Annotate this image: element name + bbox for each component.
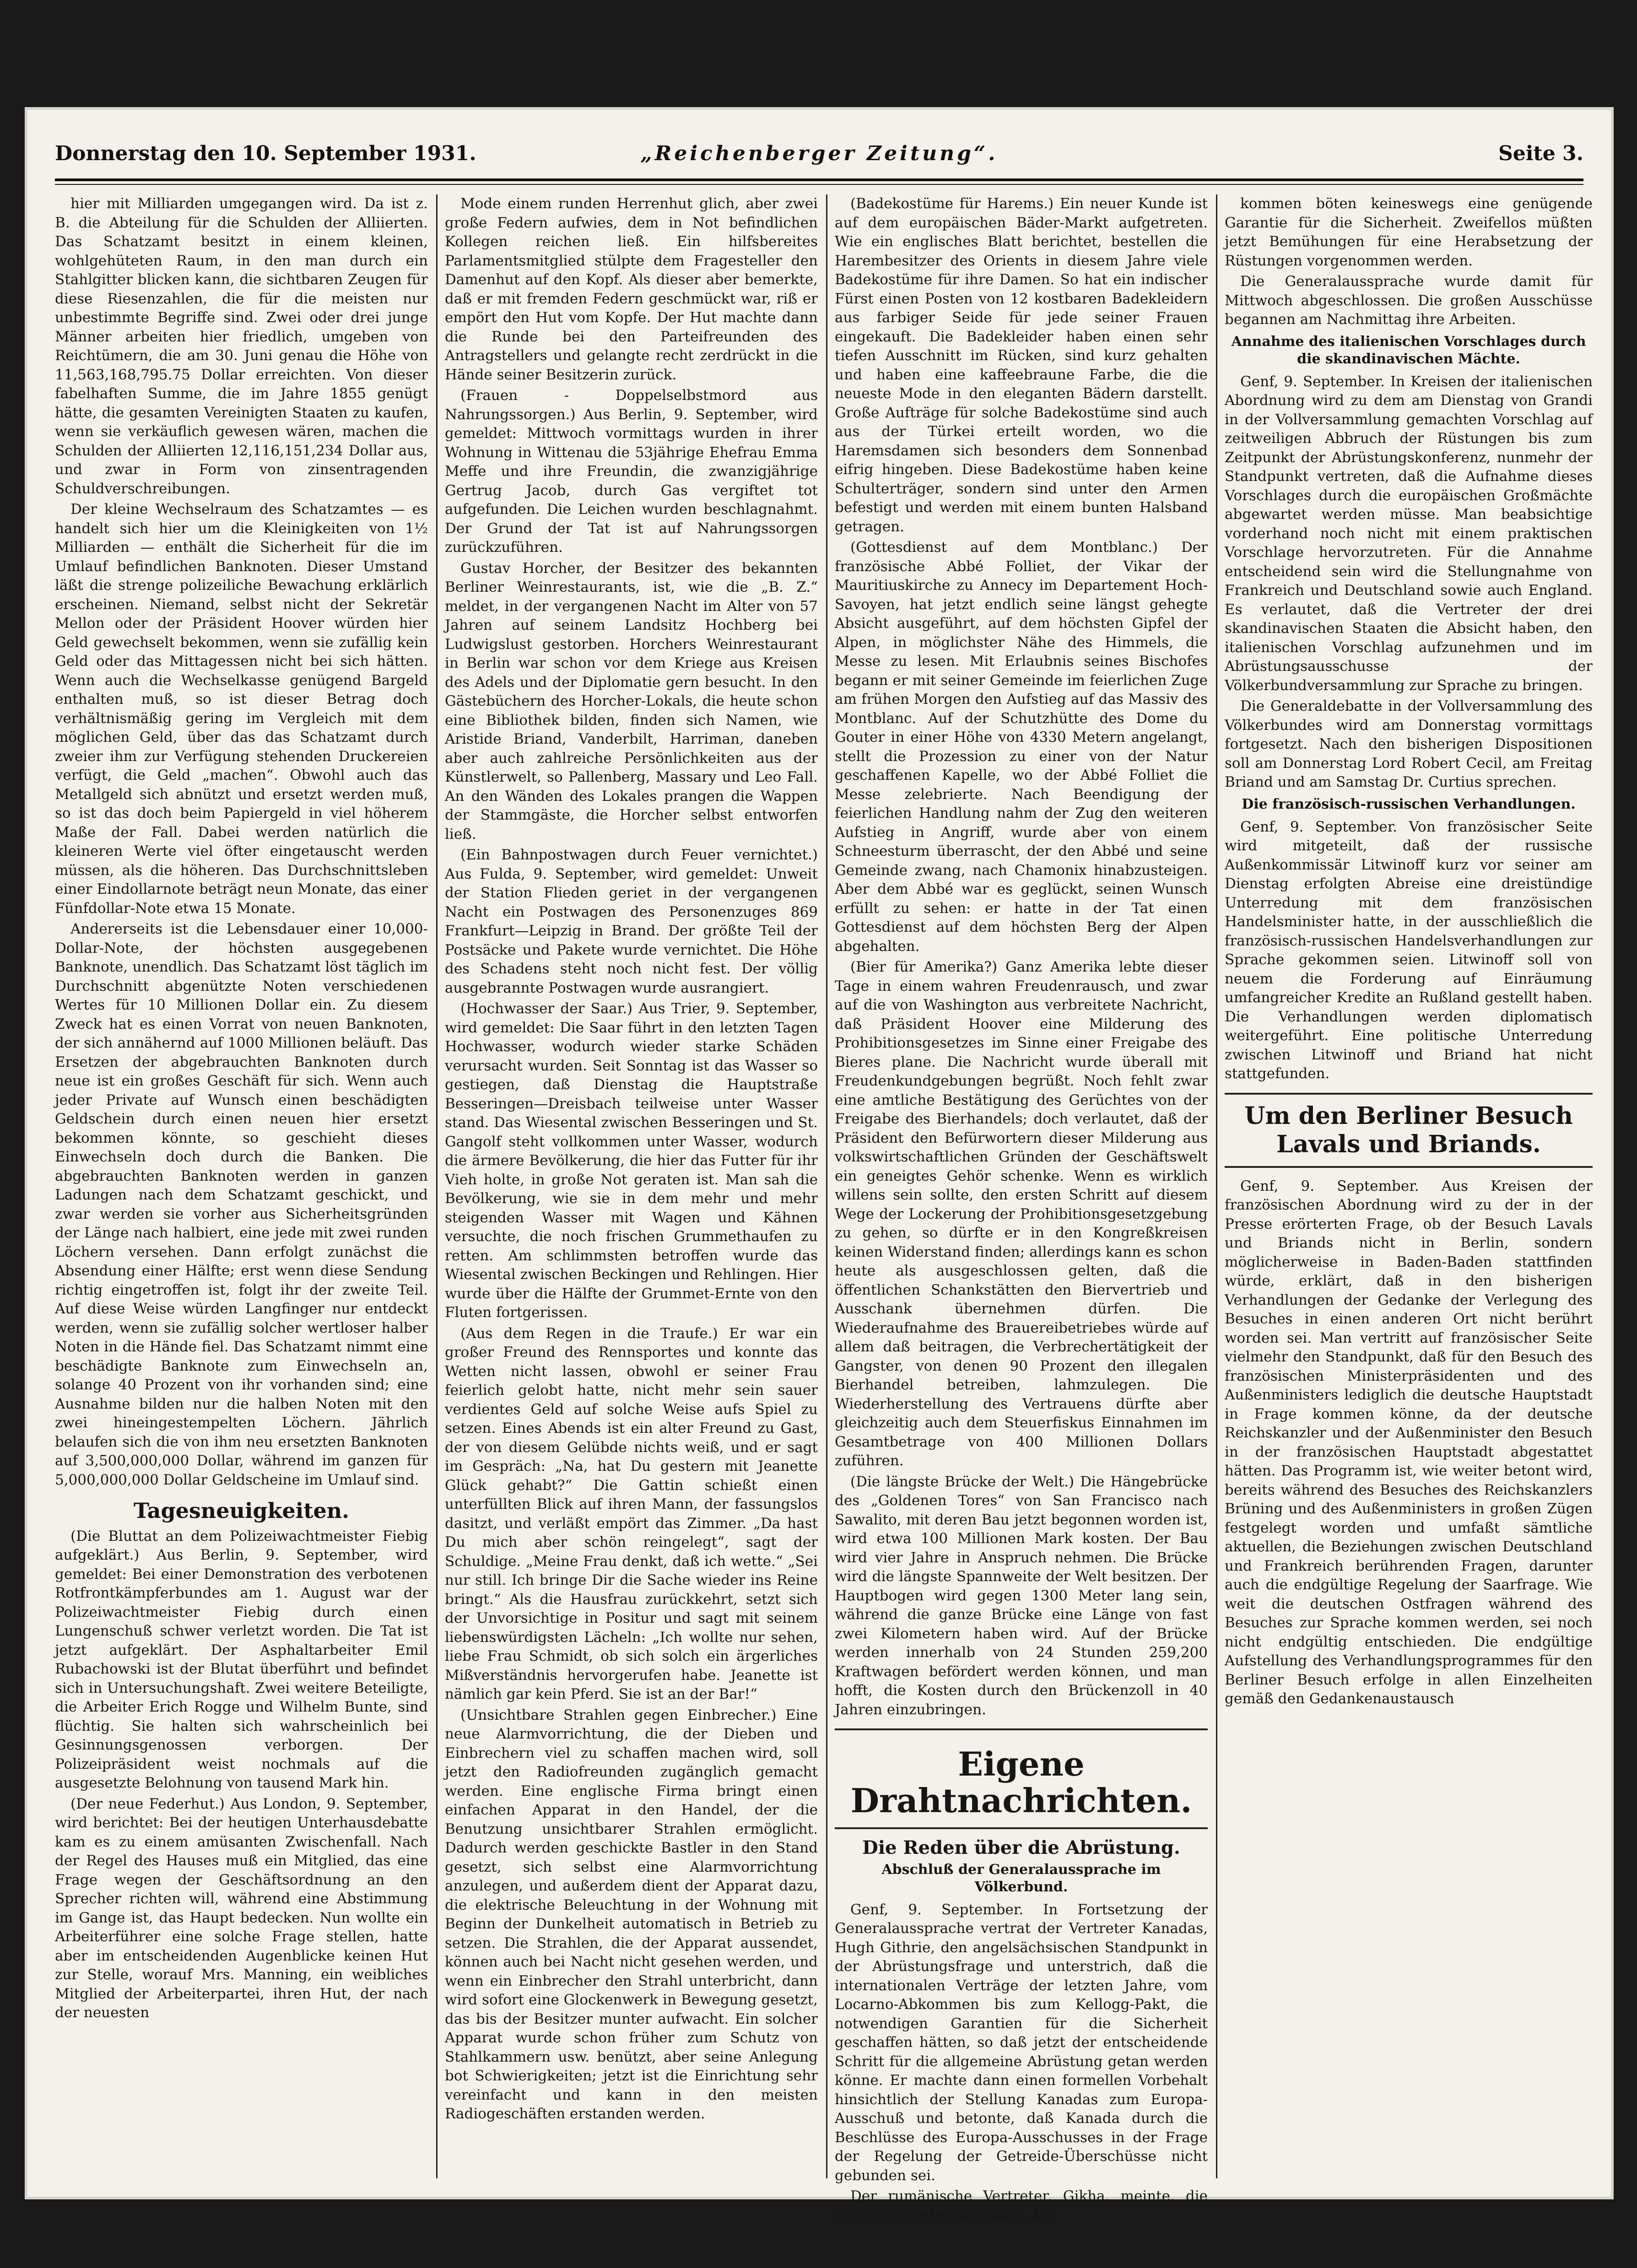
article-columns — [55, 194, 1593, 2224]
article-paragraph: hier mit Milliarden umgegangen wird. Da ist z. B. die Abteilung für die Schulden der Alliierten. Das Schatzamt besitzt in einem kleinen, wohlgehüteten Raum, in den man durch ein Stahlgitter blicken kann, die sichtbaren Zeugen für diese Riesenzahlen, die für die meisten nur unbestimmte Begriffe sind. Zwei oder drei junge Männer arbeiten hier friedlich, umgeben von Reichtümern, die am 30. Juni genau die Höhe von 11,563,168,795.75 Dollar erreichten. Von dieser fabelhaften Summe, die im Jahre 1855 genügt hätte, die gesamten Vereinigten Staaten zu kaufen, wenn sie verkäuflich gewesen wären, machen die Schulden der Alliierten 12,116,151,234 Dollar aus, und zwar in Form von zinsentragenden Schuldverschreibungen. — [55, 195, 428, 497]
news-item: (Bier für Amerika?) Ganz Amerika lebte dieser Tage in einem wahren Freudenrausch, und zwar auf die von Washington aus verbreitete Nachricht, daß Präsident Hoover eine Milderung des Prohibitionsgesetzes im Sinne einer Freigabe des Bieres plane. Die Nachricht wurde überall mit Freudenkundgebungen begrüßt. Noch fehlt zwar eine amtliche Bestätigung des Gerüchtes von der Freigabe des Bierhandels; doch verlautet, daß der Präsident den Befürwortern dieser Milderung aus volkswirtschaftlichen Gründen der Geschäftswelt ein geneigtes Gehör schenke. Wenn es wirklich willens sein sollte, den ersten Schritt auf diesem Wege der Lockerung der Prohibitionsgesetzgebung zu gehen, so dürfte er in den Kongreßkreisen keinen Widerstand finden; allerdings kann es schon heute als ausgeschlossen gelten, daß die öffentlichen Schankstätten den Biervertrieb und Ausschank übernehmen dürfen. Die Wiederaufnahme des Brauereibetriebes würde auf allem daß beitragen, die Verbrechertätigkeit der Gangster, von denen 90 Prozent den illegalen Bierhandel betreiben, lahmzulegen. Die Wiederherstellung des Vertrauens dürfte aber gleichzeitig auch dem Steuerfiskus Einnahmen im Gesamtbetrage von 400 Millionen Dollars zuführen. — [835, 959, 1208, 1469]
article-paragraph: Mode einem runden Herrenhut glich, aber zwei große Federn aufwies, dem in Not befindlichen Kollegen reichen ließ. Ein hilfsbereites Parlamentsmitglied stülpte dem Fragesteller den Damenhut auf den Kopf. Als dieser aber bemerkte, daß er mit fremden Federn geschmückt war, riß er empört den Hut vom Kopfe. Der Hut machte dann die Runde bei den Parteifreunden des Antragstellers und gelangte recht zerdrückt in die Hände seiner Besitzerin zurück. — [445, 195, 818, 383]
article-paragraph: Genf, 9. September. In Kreisen der italienischen Abordnung wird zu dem am Dienstag von Grandi in der Vollversammlung gemachten Vorschlag auf zeitweiligen Abbruch der Rüstungen bis zum Zeitpunkt der Abrüstungskonferenz, nunmehr der Standpunkt vertreten, daß die Aufnahme dieses Vorschlages durch die europäischen Großmächte abgewartet werden müsse. Man beabsichtige vorderhand noch nicht mit einem praktischen Vorschlage hervorzutreten. Für die Annahme entscheidend sein wird die Stellungnahme von Frankreich und Deutschland sowie auch England. Es verlautet, daß die Vertreter der drei skandinavischen Staaten die Absicht haben, den italienischen Vorschlag aufzunehmen und im Abrüstungsausschusse der Völkerbundversammlung zur Sprache zu bringen. — [1225, 373, 1593, 694]
article-headline: Die Reden über die Abrüstung. — [862, 1837, 1180, 1858]
article-header-box — [1225, 1093, 1593, 1168]
article-paragraph: Der kleine Wechselraum des Schatzamtes — es handelt sich hier um die Kleinigkeiten von 1½ Milliarden — enthält die Sicherheit für die im Umlauf befindlichen Banknoten. Dieser Umstand läßt die strenge polizeiliche Bewachung erklärlich erscheinen. Niemand, selbst nicht der Sekretär Mellon oder der Präsident Hoover würden hier Geld gewechselt bekommen, wenn sie zufällig kein Geld oder das Mittagessen nicht bei sich hätten. Wenn auch die Wechselkasse genügend Bargeld enthalten muß, so ist dieser Betrag doch verhältnismäßig gering im Vergleich mit dem möglichen Geld, über das das Schatzamt durch zweier ihm zur Verfügung stehenden Druckereien verfügt, die Geld „machen“. Obwohl auch das Metallgeld sich abnützt und ersetzt werden muß, so ist das doch beim Papiergeld in viel höherem Maße der Fall. Dabei werden natürlich die kleineren Werte viel öfter eingetauscht werden müssen, als die höheren. Das Durchschnittsleben einer Eindollarnote beträgt neun Monate, das einer Fünfdollar-Note etwa 15 Monate. — [55, 501, 428, 917]
column-4 — [1225, 194, 1593, 2178]
newspaper-page — [27, 110, 1611, 2224]
article-headline: Um den Berliner Besuch Lavals und Briands. — [1244, 1102, 1573, 1158]
news-item: Gustav Horcher, der Besitzer des bekannten Berliner Weinrestaurants, ist, wie die „B. Z.“ meldet, in der vergangenen Nacht im Alter von 57 Jahren auf seinem Landsitz Hochberg bei Ludwigslust gestorben. Horchers Weinrestaurant in Berlin war schon vor dem Kriege aus Kreisen des Adels und der Diplomatie gern besucht. In den Gästebüchern des Horcher-Lokals, die heute schon eine Bibliothek bilden, finden sich Namen, wie Aristide Briand, Vanderbilt, Harriman, daneben aber auch zahlreiche Persönlichkeiten aus der Künstlerwelt, so Pallenberg, Massary und Leo Fall. An den Wänden des Lokales prangen die Wappen der Stammgäste, die Horcher selbst entworfen ließ. — [445, 560, 818, 842]
news-item: (Aus dem Regen in die Traufe.) Er war ein großer Freund des Rennsportes und konnte das Wetten nicht lassen, obwohl er seiner Frau feierlich gelobt hatte, nicht mehr sein sauer verdientes Geld auf solche Weise aufs Spiel zu setzen. Eines Abends ist ein alter Freund zu Gast, der von diesem Gelübde nichts weiß, und er sagt im Gespräch: „Na, hat Du gestern mit Jeanette Glück gehabt?“ Die Gattin schießt einen unterfüllten Blick auf ihren Mann, der fassungslos dasitzt, und verläßt empört das Zimmer. „Da hast Du mich aber schön reingelegt“, sagt der Schuldige. „Meine Frau denkt, daß ich wette.“ „Sei nur still. Ich bringe Dir die Sache wieder ins Reine bringt.“ Als die Hausfrau zurückkehrt, setzt sich der Unvorsichtige in Positur und sagt mit seinem liebenswürdigsten Lächeln: „Ich wollte nur sehen, liebe Frau Schmidt, ob sich solch ein ärgerliches Mißverständnis hervorgerufen habe. Jeanette ist nämlich gar kein Pferd. Sie ist an der Bar!“ — [445, 1325, 818, 1702]
news-item: (Badekostüme für Harems.) Ein neuer Kunde ist auf dem europäischen Bäder-Markt aufgetreten. Wie ein englisches Blatt berichtet, bestellen die Harembesitzer des Orients in diesem Jahre viele Badekostüme für ihre Damen. So hat ein indischer Fürst einen Posten von 12 kostbaren Badekleidern aus farbiger Seide für jede seiner Frauen eingekauft. Die Badekleider haben einen sehr tiefen Ausschnitt im Rücken, sind kurz gehalten und haben eine kaffeebraune Farbe, die die neueste Mode in den eleganten Bädern darstellt. Große Aufträge für solche Badekostüme sind auch aus der Türkei erteilt worden, wo die Haremsdamen sich besonders dem Sonnenbad eifrig hingeben. Diese Badekostüme haben keine Schulterträger, sondern sind unter den Armen befestigt und werden mit einem bunten Halsband getragen. — [835, 195, 1208, 535]
column-divider — [826, 194, 827, 2178]
article-paragraph: Die Generaldebatte in der Vollversammlung des Völkerbundes wird am Donnerstag vormittags fortgesetzt. Nach den bisherigen Dispositionen soll am Donnerstag Lord Robert Cecil, am Freitag Briand und am Samstag Dr. Curtius sprechen. — [1225, 698, 1593, 790]
article-headline: Annahme des italienischen Vorschlages durch die skandinavischen Mächte. — [1231, 333, 1586, 367]
news-item: (Hochwasser der Saar.) Aus Trier, 9. September, wird gemeldet: Die Saar führt in den letzten Tagen Hochwasser, wodurch wieder starke Schäden verursacht wurden. Seit Sonntag ist das Wasser so gestiegen, daß Dienstag die Hauptstraße Besseringen—Dreisbach teilweise unter Wasser stand. Das Wiesental zwischen Besseringen und St. Gangolf steht vollkommen unter Wasser, wodurch die ärmere Bevölkerung, die hier das Futter für ihr Vieh holte, in große Not geraten ist. Man sah die Bevölkerung, wie sie in dem mehr und mehr steigenden Wasser mit Wagen und Kähnen versuchte, die noch frischen Grummethaufen zu retten. Am schlimmsten betroffen wurde das Wiesental zwischen Beckingen und Rehlingen. Hier wurde über die Hälfte der Grummet-Ernte von den Fluten fortgerissen. — [445, 1000, 818, 1321]
news-item: (Unsichtbare Strahlen gegen Einbrecher.) Eine neue Alarmvorrichtung, die der Dieben und Einbrechern viel zu schaffen machen wird, soll jetzt den Radiofreunden zugänglich gemacht werden. Eine englische Firma bringt einen einfachen Apparat in den Handel, der die Benutzung unsichtbarer Strahlen ermöglicht. Dadurch werden geschickte Bastler in den Stand gesetzt, sich selbst eine Alarmvorrichtung anzulegen, und außerdem dient der Apparat dazu, die elektrische Beleuchtung in der Wohnung mit Beginn der Dunkelheit automatisch in Betrieb zu setzen. Die Strahlen, die der Apparat aussendet, können auch bei Nacht nicht gesehen werden, und wenn ein Einbrecher den Strahl unterbricht, dann wird sofort eine Glockenwerk in Bewegung gesetzt, das bis der Besitzer munter aufwacht. Ein solcher Apparat wurde schon früher zum Schutz von Stahlkammern usw. benützt, aber seine Anlegung bot Schwierigkeiten; jetzt ist die Einrichtung sehr vereinfacht und kann in den meisten Radiogeschäften erstanden werden. — [445, 1706, 818, 2122]
header-title: „Reichenberger Zeitung“. — [640, 142, 998, 165]
article-paragraph: Der rumänische Vertreter, Gikha, meinte, die bisherigen internationalen Ab- — [835, 2188, 1208, 2224]
article-paragraph: Genf, 9. September. Von französischer Seite wird mitgeteilt, daß der russische Außenkommissär Litwinoff kurz vor seiner am Dienstag erfolgten Abreise eine dreistündige Unterredung mit dem französischen Handelsminister hatte, in der ausschließlich die französisch-russischen Handelsverhandlungen zur Sprache gekommen seien. Litwinoff soll von neuem die Forderung auf Einräumung umfangreicher Kredite an Rußland gestellt haben. Die Verhandlungen werden diplomatisch weitergeführt. Eine politische Unterredung zwischen Litwinoff und Briand hat nicht stattgefunden. — [1225, 818, 1593, 1082]
column-divider — [1216, 194, 1217, 2178]
news-item: (Ein Bahnpostwagen durch Feuer vernichtet.) Aus Fulda, 9. September, wird gemeldet: Unweit der Station Flieden geriet in der vergangenen Nacht ein Postwagen des Personenzuges 869 Frankfurt—Leipzig in Brand. Der größte Teil der Postsäcke und Pakete wurde vernichtet. Die Höhe des Schadens steht noch nicht fest. Der völlig ausgebrannte Postwagen wurde ausrangiert. — [445, 847, 818, 996]
news-item: (Die längste Brücke der Welt.) Die Hängebrücke des „Goldenen Tores“ von San Francisco nach Sawalito, mit deren Bau jetzt begonnen worden ist, wird etwa 100 Millionen Mark kosten. Der Bau wird vier Jahre in Anspruch nehmen. Die Brücke wird die längste Spannweite der Welt besitzen. Der Hauptbogen wird gegen 1300 Meter lang sein, während die ganze Brücke eine Länge von fast zwei Kilometern haben wird. Auf der Brücke werden innerhalb von 24 Stunden 259,200 Kraftwagen befördert werden können, und man hofft, die Kosten durch den Brückenzoll in 40 Jahren einzubringen. — [835, 1473, 1208, 1718]
news-item: (Frauen - Doppelselbstmord aus Nahrungssorgen.) Aus Berlin, 9. September, wird gemeldet: Mittwoch vormittags wurden in ihrer Wohnung in Wittenau die 53jährige Ehefrau Emma Meffe und ihre Freundin, die zwanzigjährige Gertrug Jacob, durch Gas vergiftet tot aufgefunden. Die Leichen wurden beschlagnahmt. Der Grund der Tat ist auf Nahrungssorgen zurückzuführen. — [445, 387, 818, 556]
section-heading: Tagesneuigkeiten. — [133, 1498, 350, 1523]
header-rule-thin — [55, 184, 1583, 185]
header-date: Donnerstag den 10. September 1931. — [55, 142, 476, 165]
column-1 — [55, 194, 428, 2178]
column-3 — [835, 194, 1208, 2224]
article-subheadline: Abschluß der Generalaussprache im Völkerbund. — [881, 1861, 1161, 1895]
article-paragraph: Genf, 9. September. In Fortsetzung der Generalaussprache vertrat der Vertreter Kanadas, Hugh Githrie, den angelsächsischen Standpunkt in der Abrüstungsfrage und unterstrich, daß die internationalen Verträge der letzten Jahre, vom Locarno-Abkommen bis zum Kellogg-Pakt, die notwendigen Garantien für die Sicherheit geschaffen hätten, so daß jetzt der entscheidende Schritt für die allgemeine Abrüstung getan werden könne. Er machte dann einen formellen Vorbehalt hinsichtlich der Stellung Kanadas zum Europa-Ausschuß und betonte, daß Kanada durch die Beschlüsse des Europa-Ausschusses in der Frage der Regelung der Getreide-Überschüsse nicht gebunden sei. — [835, 1901, 1208, 2184]
column-2 — [445, 194, 818, 2178]
article-headline: Die französisch-russischen Verhandlungen. — [1242, 796, 1576, 812]
article-paragraph: Die Generalaussprache wurde damit für Mittwoch abgeschlossen. Die großen Ausschüsse begannen am Nachmittag ihre Arbeiten. — [1225, 273, 1593, 328]
article-paragraph: Andererseits ist die Lebensdauer einer 10,000-Dollar-Note, der höchsten ausgegebenen Banknote, unendlich. Das Schatzamt löst täglich im Durchschnitt abgenützte Noten verschiedenen Wertes für 10 Millionen Dollar ein. Zu diesem Zweck hat es einen Vorrat von neuen Banknoten, der sich annähernd auf 1000 Millionen beläuft. Das Ersetzen der abgebrauchten Banknoten durch neue ist ein großes Geschäft für sich. Wenn auch jeder Private auf Wunsch einen beschädigten Geldschein durch einen neuen hier ersetzt bekommen könnte, so geschieht dieses Einwechseln doch durch die Banken. Die abgebrauchten Banknoten werden in ganzen Ladungen nach dem Schatzamt geschickt, und zwar werden sie vorher aus Sicherheitsgründen der Länge nach halbiert, eine jede mit zwei runden Löchern versehen. Dann erfolgt zunächst die Absendung einer Hälfte; erst wenn diese Sendung richtig eingetroffen ist, folgt ihr der zweite Teil. Auf diese Weise würden Langfinger nur entdeckt werden, wenn sie zufällig solcher wertloser halber Noten in die Hände fiel. Das Schatzamt nimmt eine beschädigte Banknote zum Einwechseln an, solange 40 Prozent von ihr vorhanden sind; eine Ausnahme bilden nur die halben Noten mit den zwei hineingestempelten Löchern. Jährlich belaufen sich die von ihm neu ersetzten Banknoten auf 3,500,000,000 Dollar, während im ganzen für 5,000,000,000 Dollar Geldscheine im Umlauf sind. — [55, 921, 428, 1488]
page-header — [55, 142, 1583, 174]
news-item: (Gottesdienst auf dem Montblanc.) Der französische Abbé Folliet, der Vikar der Mauritiuskirche zu Annecy im Departement Hoch-Savoyen, hat jetzt endlich seine längst gehegte Absicht ausgeführt, auf dem höchsten Gipfel der Alpen, in möglichster Nähe des Himmels, die Messe zu lesen. Mit Erlaubnis seines Bischofes begann er mit seiner Gemeinde im feierlichen Zuge am frühen Morgen den Aufstieg auf das Massiv des Montblanc. Auf der Schutzhütte des Dome du Gouter in einer Höhe von 4330 Metern angelangt, stellt die Prozession zu einer von der Natur geschaffenen Kapelle, wo der Abbé Folliet die Messe zelebrierte. Nach Beendigung der feierlichen Handlung nahm der Zug den weiteren Aufstieg in Angriff, wurde aber von einem Schneesturm überrascht, der den Abbé und seine Gemeinde zwang, nach Chamonix hinabzusteigen. Aber dem Abbé war es geglückt, seinen Wunsch erfüllt zu sehen: er hatte in der Tat einen Gottesdienst auf dem höchsten Berg der Alpen abgehalten. — [835, 539, 1208, 955]
wire-news-title: Eigene Drahtnachrichten. — [850, 1744, 1192, 1820]
article-paragraph: Genf, 9. September. Aus Kreisen der französischen Abordnung wird zu der in der Presse erörterten Frage, ob der Besuch Lavals und Briands nicht in Berlin, sondern möglicherweise in Baden-Baden stattfinden würde, erklärt, daß in den bisherigen Verhandlungen der Gedanke der Verlegung des Besuches in einen anderen Ort nicht berührt worden sei. Man vertritt auf französischer Seite vielmehr den Standpunkt, daß für den Besuch des französischen Ministerpräsidenten und des Außenministers lediglich die deutsche Hauptstadt in Frage kommen könne, da der deutsche Reichskanzler und der Außenminister den Besuch in der französischen Hauptstadt abgestattet hätten. Das Programm ist, wie weiter betont wird, bereits während des Besuches des Reichskanzlers Brüning und des Außenministers in großen Zügen festgelegt worden und umfaßt sämtliche aktuellen, die Beziehungen zwischen Deutschland und Frankreich berührenden Fragen, darunter auch die endgültige Regelung der Saarfrage. Wie weit die deutschen Ostfragen während des Besuches zur Sprache kommen werden, sei noch nicht endgültig entschieden. Die endgültige Aufstellung des Verhandlungsprogrammes für den Berliner Besuch erfolge in allen Einzelheiten gemäß den Gedankenaustausch — [1225, 1177, 1593, 1707]
wire-news-header — [835, 1728, 1208, 1829]
column-divider — [436, 194, 438, 2178]
news-item: (Der neue Federhut.) Aus London, 9. September, wird berichtet: Bei der heutigen Unterhausdebatte kam es zu einem amüsanten Zwischenfall. Nach der Regel des Hauses muß ein Mitglied, das eine Frage wegen der Geschäftsordnung an den Sprecher richten will, während eine Abstimmung im Gange ist, das Haupt bedecken. Nun wollte ein Arbeiterführer eine solche Frage stellen, hatte aber im entscheidenden Augenblicke keinen Hut zur Stelle, worauf Mrs. Manning, ein weibliches Mitglied der Arbeiterpartei, ihren Hut, der nach der neuesten — [55, 1795, 428, 2021]
header-page-number: Seite 3. — [1498, 142, 1583, 165]
article-paragraph: kommen böten keineswegs eine genügende Garantie für die Sicherheit. Zweifellos müßten jetzt Bemühungen für eine Herabsetzung der Rüstungen vorgenommen werden. — [1225, 195, 1593, 269]
header-rule — [55, 178, 1583, 181]
news-item: (Die Bluttat an dem Polizeiwachtmeister Fiebig aufgeklärt.) Aus Berlin, 9. September, wird gemeldet: Bei einer Demonstration des verbotenen Rotfrontkämpferbundes am 1. August war der Polizeiwachtmeister Fiebig durch einen Lungenschuß schwer verletzt worden. Die Tat ist jetzt aufgeklärt. Der Asphaltarbeiter Emil Rubachowski ist der Blutat überführt und befindet sich in Untersuchungshaft. Zwei weitere Beteiligte, die Arbeiter Erich Rogge und Wilhelm Bunte, sind flüchtig. Sie halten sich wahrscheinlich bei Gesinnungsgenossen verborgen. Der Polizeipräsident weist nochmals auf die ausgesetzte Belohnung von tausend Mark hin. — [55, 1528, 428, 1791]
